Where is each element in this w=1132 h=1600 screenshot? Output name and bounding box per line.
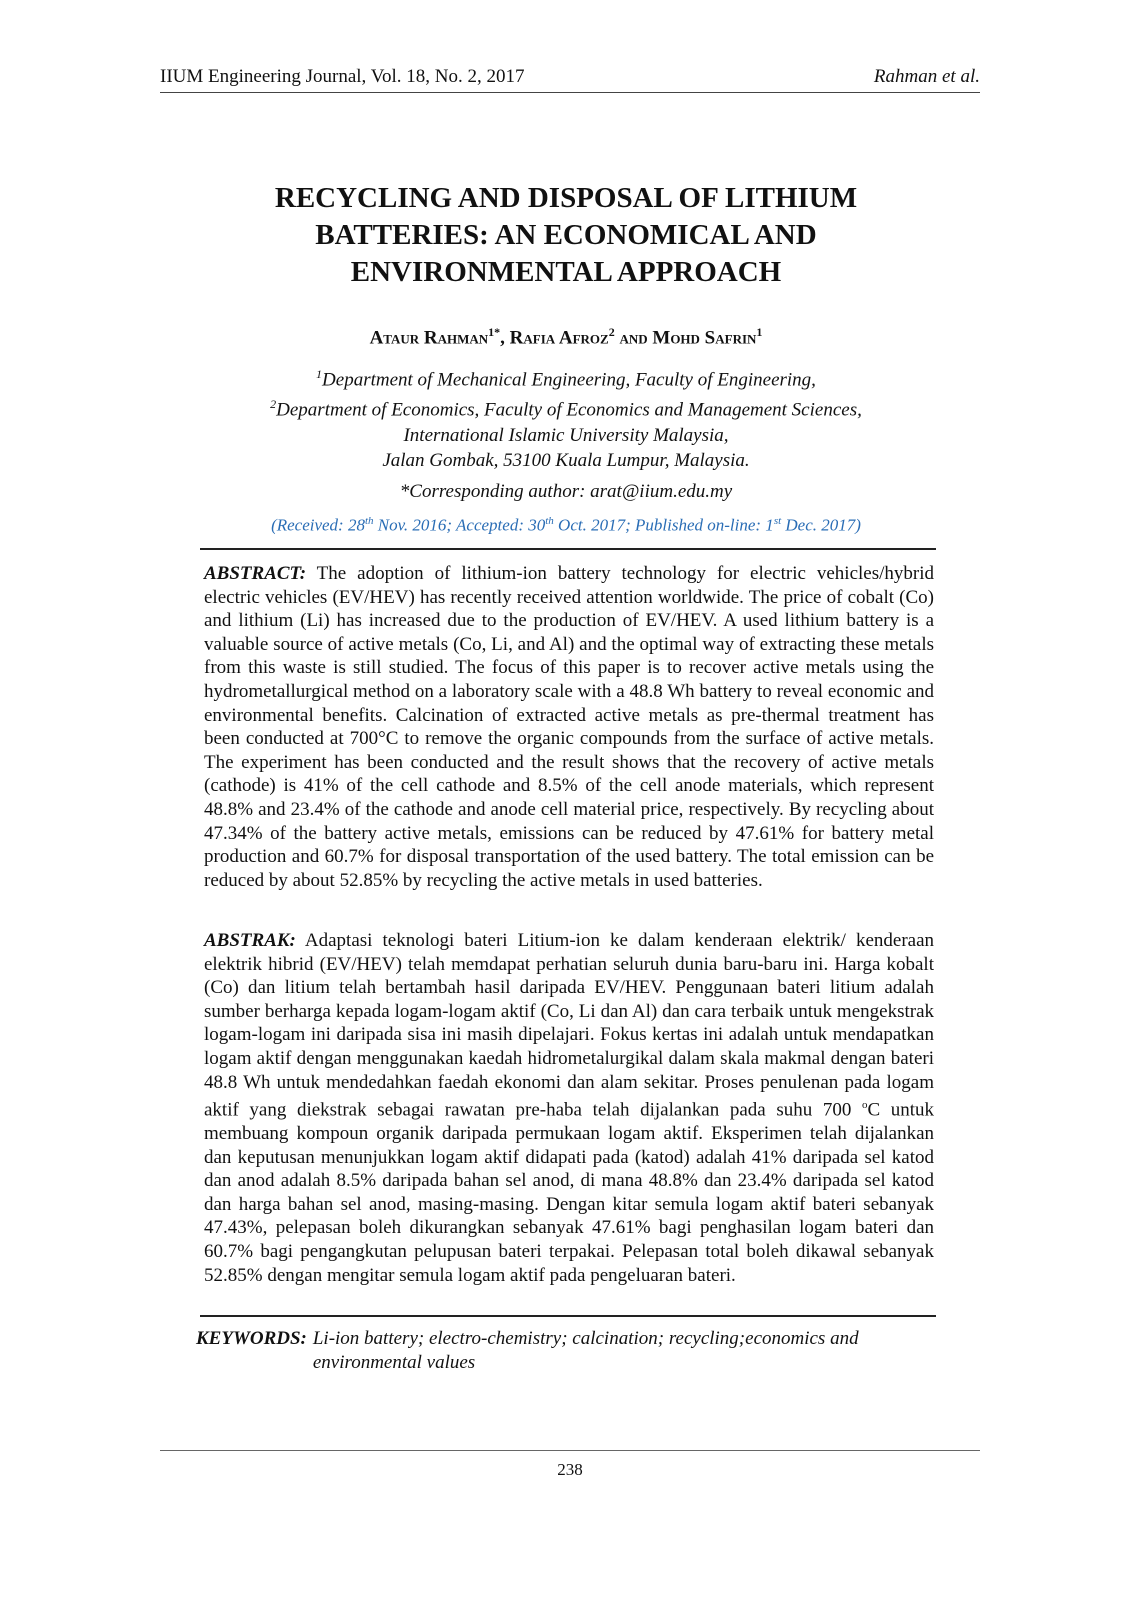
published-date: Oct. 2017; Published on-line: 1 [553, 515, 774, 535]
paper-title [200, 180, 932, 291]
affiliation-2-text: Department of Economics, Faculty of Economics and Management Sciences, [276, 399, 862, 421]
abstract-top-rule [200, 548, 936, 550]
author-list: Ataur Rahman$^{1*}$, Rafia Afroz$^2$ and Mohd Safrin$^1$ [369, 325, 763, 349]
page-number: 238 [557, 1460, 583, 1479]
abstract-malay [204, 929, 934, 1287]
abstrak-text-part-2: C untuk membuang kompoun organik daripada permukaan logam aktif. Eksperimen telah dijalankan dan keputusan menunjukkan logam aktif didapati pada (katod) adalah 41% daripada sel katod dan anod adalah 8.5% daripada bahan sel anod, di mana 48.8% dan 23.4% daripada sel katod dan harga bahan sel anod, masing-masing. Dengan kitar semula logam aktif bateri sebanyak 47.43%, pelepasan boleh dikurangkan sebanyak 47.61% bagi penghasilan logam bateri dan 60.7% bagi pengangkutan pelupusan bateri terpakai. Pelepasan total boleh dikawal sebanyak 52.85% dengan mengitar semula logam aktif pada pengeluaran bateri. [204, 1099, 934, 1286]
affiliation-1-text: Department of Mechanical Engineering, Faculty of Engineering, [322, 369, 816, 391]
keywords-text: Li-ion battery; electro-chemistry; calcination; recycling;economics and environmental values [312, 1328, 859, 1373]
author-2: Rafia Afroz [509, 327, 609, 349]
affiliation-1 [200, 362, 932, 392]
corresponding-author: *Corresponding author: arat@iium.edu.my [399, 481, 733, 502]
keywords-label: KEYWORDS: [196, 1328, 307, 1349]
author-1-mark: 1* [488, 325, 501, 339]
title-line-1: RECYCLING AND DISPOSAL OF LITHIUM [274, 182, 858, 214]
abstrak-label: ABSTRAK: [204, 930, 296, 951]
published-ordinal: st [773, 515, 782, 527]
affiliation-university: International Islamic University Malaysia, [403, 424, 729, 446]
abstract-label: ABSTRACT: [204, 563, 307, 584]
publication-dates [200, 515, 932, 536]
running-authors: Rahman et al. [873, 66, 980, 87]
abstract-english [204, 562, 934, 892]
affiliation-2-mark: 2 [270, 397, 277, 412]
published-year: Dec. 2017) [781, 515, 861, 535]
author-3-mark: 1 [756, 325, 763, 339]
author-conjunction: and [619, 327, 648, 349]
abstrak-text-part-1: Adaptasi teknologi bateri Litium-ion ke dalam kenderaan elektrik/ kenderaan elektrik hibrid (EV/HEV) telah memdapat perhatian seluruh dunia baru-baru ini. Harga kobalt (Co) dan litium telah bertambah hasil daripada EV/HEV. Penggunaan bateri litium adalah sumber berharga kepada logam-logam aktif (Co, Li dan Al) dan cara terbaik untuk mengekstrak logam-logam ini daripada sisa ini masih dipelajari. Fokus kertas ini adalah untuk mendapatkan logam aktif dengan menggunakan kaedah hidrometalurgikal dalam skala makmal dengan bateri 48.8 Wh untuk mendedahkan faedah ekonomi dan alam sekitar. Proses penulenan pada logam aktif yang diekstrak sebagai rawatan pre-haba telah dijalankan pada suhu 700 [204, 930, 935, 1121]
abstract-text: The adoption of lithium-ion battery technology for electric vehicles/hybrid electric vehicles (EV/HEV) has recently received attention worldwide. The price of cobalt (Co) and lithium (Li) has increased due to the production of EV/HEV. A used lithium battery is a valuable source of active metals (Co, Li, and Al) and the optimal way of extracting these metals from this waste is still studied. The focus of this paper is to recover active metals using the hydrometallurgical method on a laboratory scale with a 48.8 Wh battery to reveal economic and environmental benefits. Calcination of extracted active metals as pre-thermal treatment has been conducted at 700°C to remove the organic compounds from the surface of active metals. The experiment has been conducted and the result shows that the recovery of active metals (cathode) is 41% of the cell cathode and 8.5% of the cell anode materials, which represent 48.8% and 23.4% of the cathode and anode cell material price, respectively. By recycling about 47.34% of the battery active metals, emissions can be reduced by 47.61% for battery metal production and 60.7% for disposal transportation of the used battery. The total emission can be reduced by about 52.85% by recycling the active metals in used batteries. [204, 563, 934, 891]
journal-citation: IIUM Engineering Journal, Vol. 18, No. 2, 2017 [160, 66, 525, 87]
running-header [160, 66, 980, 93]
author-2-mark: 2 [608, 325, 615, 339]
abstract-bottom-rule [200, 1315, 936, 1317]
affiliation-address: Jalan Gombak, 53100 Kuala Lumpur, Malaysia. [382, 449, 750, 471]
title-line-3: ENVIRONMENTAL APPROACH [350, 256, 782, 288]
received-ordinal: th [364, 515, 374, 527]
accepted-ordinal: th [545, 515, 554, 527]
affiliation-1-mark: 1 [316, 367, 323, 381]
keywords [196, 1327, 936, 1375]
footer-rule [160, 1450, 980, 1451]
affiliations [200, 362, 932, 473]
affiliation-2 [200, 392, 932, 422]
author-1: Ataur Rahman [369, 327, 489, 349]
title-line-2: BATTERIES: AN ECONOMICAL AND [315, 219, 817, 251]
accepted-date: Nov. 2016; Accepted: 30 [373, 515, 546, 535]
author-3: Mohd Safrin [652, 327, 757, 349]
degree-mark: o [861, 1099, 868, 1112]
received-date: (Received: 28 [271, 515, 365, 535]
